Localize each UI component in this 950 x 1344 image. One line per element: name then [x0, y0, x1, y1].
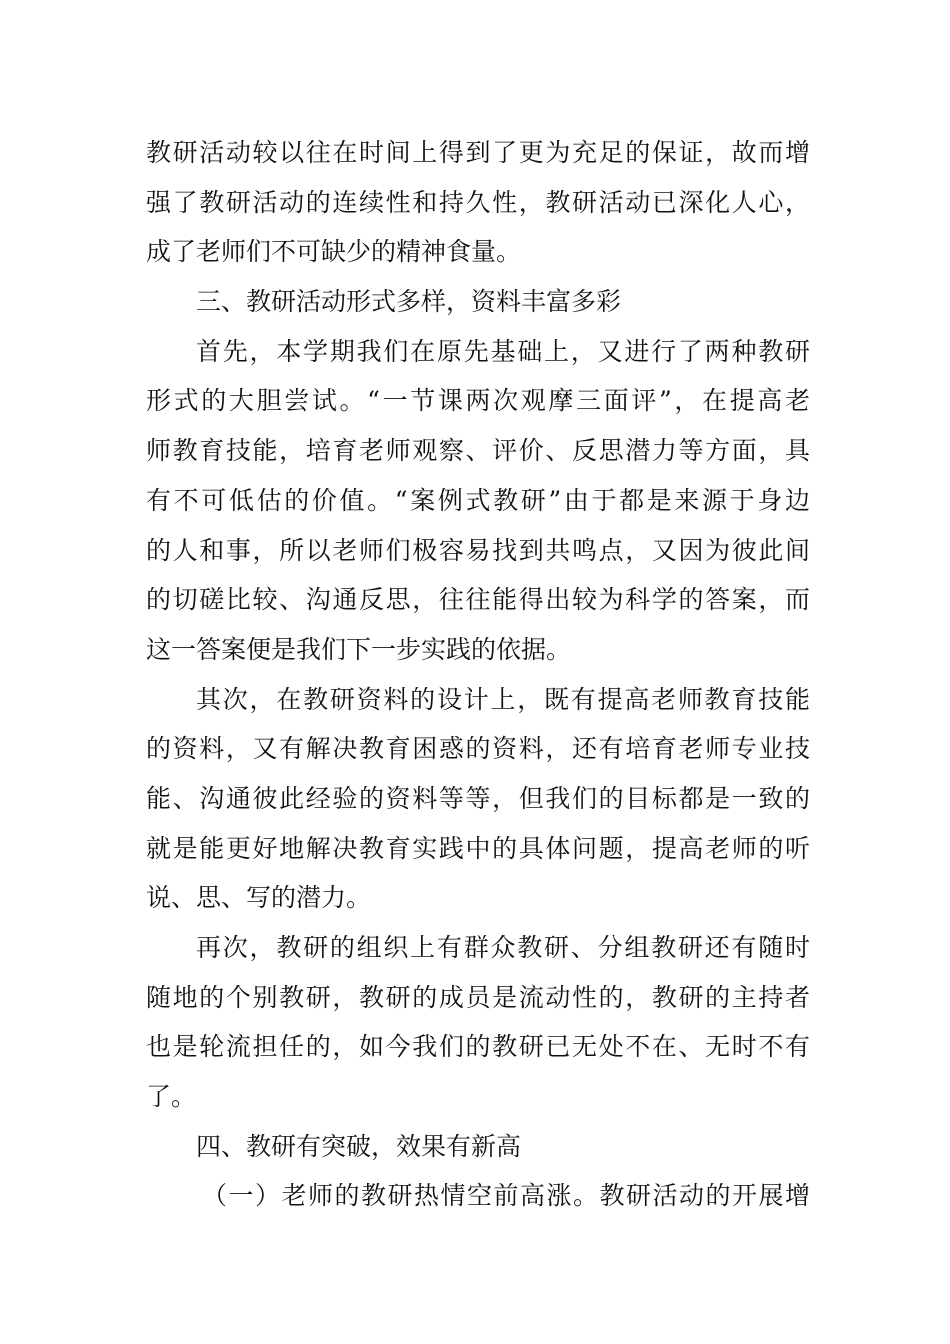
- text-line: 的人和事，所以老师们极容易找到共鸣点，又因为彼此间: [146, 535, 810, 565]
- text-line: 成了老师们不可缺少的精神食量。: [146, 237, 522, 267]
- text-line: 这一答案便是我们下一步实践的依据。: [146, 634, 572, 664]
- paragraph-first-line: （一）老师的教研热情空前高涨。教研活动的开展增: [202, 1181, 810, 1211]
- text-line: 教研活动较以往在时间上得到了更为充足的保证，故而增: [146, 138, 810, 167]
- text-line: 随地的个别教研，教研的成员是流动性的，教研的主持者: [146, 982, 810, 1012]
- text-line: 就是能更好地解决教育实践中的具体问题，提高老师的听: [146, 833, 810, 863]
- text-line: 说、思、写的潜力。: [146, 883, 372, 913]
- document-body: [146, 128, 810, 1221]
- section-heading: 四、教研有突破，效果有新高: [196, 1131, 522, 1161]
- text-line: 形式的大胆尝试。“一节课两次观摩三面评”，在提高老: [146, 386, 810, 416]
- text-line: 强了教研活动的连续性和持久性，教研活动已深化人心，: [146, 187, 810, 217]
- text-line: 能、沟通彼此经验的资料等等，但我们的目标都是一致的: [146, 783, 810, 813]
- paragraph-first-line: 首先，本学期我们在原先基础上，又进行了两种教研: [196, 336, 810, 366]
- text-line: 师教育技能，培育老师观察、评价、反思潜力等方面，具: [146, 436, 810, 466]
- section-heading: 三、教研活动形式多样，资料丰富多彩: [196, 287, 622, 317]
- text-line: 了。: [146, 1082, 197, 1112]
- text-line: 有不可低估的价值。“案例式教研”由于都是来源于身边: [146, 485, 810, 515]
- text-line: 的切磋比较、沟通反思，往往能得出较为科学的答案，而: [146, 585, 810, 615]
- paragraph-first-line: 再次，教研的组织上有群众教研、分组教研还有随时: [196, 933, 810, 962]
- text-line: 也是轮流担任的，如今我们的教研已无处不在、无时不有: [146, 1032, 810, 1062]
- text-line: 的资料，又有解决教育困惑的资料，还有培育老师专业技: [146, 734, 810, 764]
- paragraph-first-line: 其次，在教研资料的设计上，既有提高老师教育技能: [196, 684, 810, 714]
